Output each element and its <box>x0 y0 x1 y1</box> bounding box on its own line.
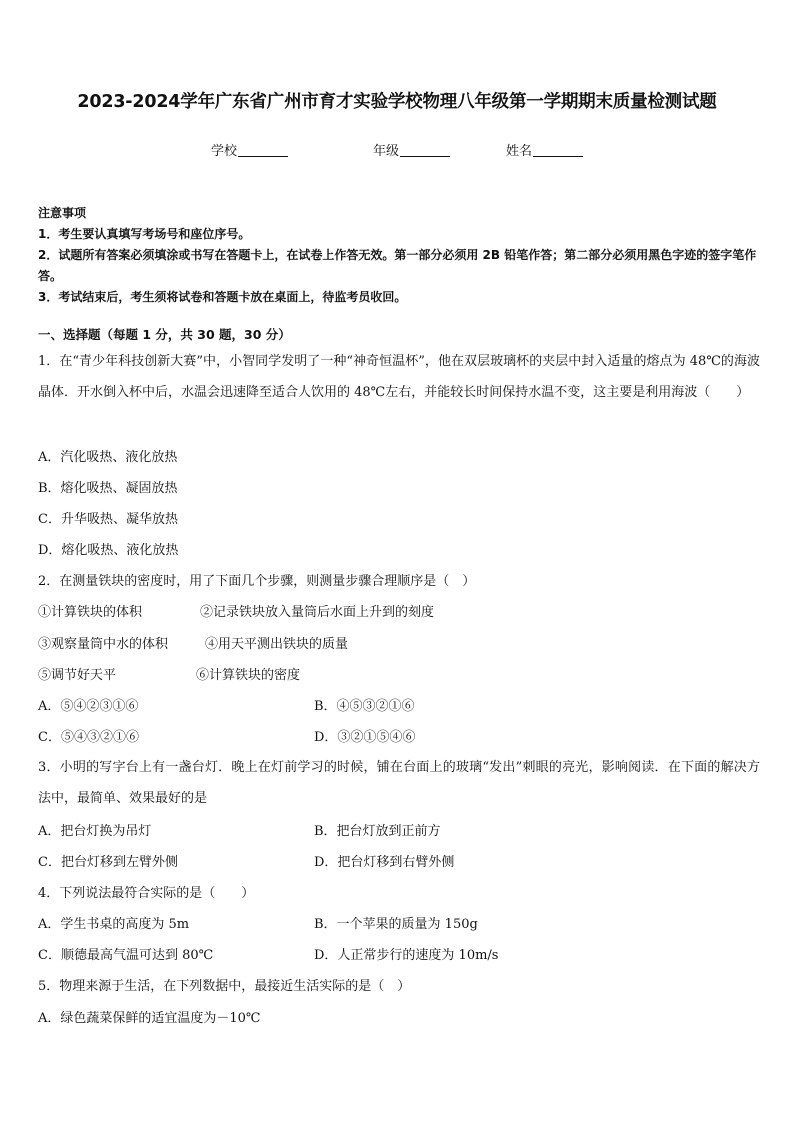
question-1-option-d: D．熔化吸热、液化放热 <box>38 543 179 558</box>
grade-label: 年级 <box>373 144 400 159</box>
name-blank <box>533 144 583 157</box>
question-1-option-b: B．熔化吸热、凝固放热 <box>38 481 178 496</box>
question-2-option-d: D．③②①⑤④⑥ <box>314 730 416 745</box>
question-2-step-1: ①计算铁块的体积 <box>38 605 143 620</box>
section-heading: 一、选择题（每题 1 分，共 30 题，30 分） <box>38 327 291 342</box>
question-5-option-a: A．绿色蔬菜保鲜的适宜温度为－10℃ <box>38 1011 261 1026</box>
question-2-step-6: ⑥计算铁块的密度 <box>196 668 301 683</box>
question-4-option-a: A．学生书桌的高度为 5m <box>38 917 190 932</box>
question-3-option-b: B．把台灯放到正前方 <box>314 824 441 839</box>
question-2-option-b: B．④⑤③②①⑥ <box>314 699 415 714</box>
question-3-option-d: D．把台灯移到右臂外侧 <box>314 855 455 870</box>
question-2-stem: 2．在测量铁块的密度时，用了下面几个步骤，则测量步骤合理顺序是（ ） <box>38 574 476 589</box>
question-2-option-a: A．⑤④②③①⑥ <box>38 699 139 714</box>
exam-title: 2023-2024学年广东省广州市育才实验学校物理八年级第一学期期末质量检测试题 <box>77 92 717 112</box>
question-2-step-3: ③观察量筒中水的体积 <box>38 637 169 652</box>
question-2-option-c: C．⑤④③②①⑥ <box>38 730 139 745</box>
question-3-stem: 3．小明的写字台上有一盏台灯．晚上在灯前学习的时候，铺在台面上的玻璃“发出”刺眼的亮光，影响阅读．在下面的解决方法中，最简单、效果最好的是 <box>38 760 760 806</box>
question-1-option-c: C．升华吸热、凝华放热 <box>38 512 178 527</box>
question-1-stem: 1．在“青少年科技创新大赛”中，小智同学发明了一种“神奇恒温杯”，他在双层玻璃杯的夹层中封入适量的熔点为 48℃的海波晶体．开水倒入杯中后，水温会迅速降至适合人饮用的 48℃左右，并能较长时间保持水温不变，这主要是利用海波（ ） <box>38 354 760 400</box>
school-label: 学校 <box>211 144 238 159</box>
question-1-option-a: A．汽化吸热、液化放热 <box>38 450 178 465</box>
school-field <box>211 140 288 159</box>
notice-item: 3．考试结束后，考生须将试卷和答题卡放在桌面上，待监考员收回。 <box>38 290 407 304</box>
question-3-option-c: C．把台灯移到左臂外侧 <box>38 855 178 870</box>
name-field <box>506 140 583 159</box>
question-2-step-2: ②记录铁块放入量筒后水面上升到的刻度 <box>200 605 435 620</box>
notice-block <box>38 203 760 308</box>
question-4-stem: 4．下列说法最符合实际的是（ ） <box>38 886 255 901</box>
name-label: 姓名 <box>506 144 533 159</box>
grade-blank <box>400 144 450 157</box>
notice-item: 1．考生要认真填写考场号和座位序号。 <box>38 227 251 241</box>
question-2-step-5: ⑤调节好天平 <box>38 668 117 683</box>
grade-field <box>373 140 450 159</box>
notice-heading: 注意事项 <box>38 206 87 220</box>
question-4-option-b: B．一个苹果的质量为 150g <box>314 917 478 932</box>
school-blank <box>238 144 288 157</box>
question-4-option-c: C．顺德最高气温可达到 80℃ <box>38 948 214 963</box>
question-4-option-d: D．人正常步行的速度为 10m/s <box>314 948 499 963</box>
question-3-option-a: A．把台灯换为吊灯 <box>38 824 152 839</box>
notice-item: 2．试题所有答案必须填涂或书写在答题卡上，在试卷上作答无效。第一部分必须用 2B 铅笔作答；第二部分必须用黑色字迹的签字笔作答。 <box>38 248 757 283</box>
question-2-step-4: ④用天平测出铁块的质量 <box>205 637 349 652</box>
question-5-stem: 5．物理来源于生活，在下列数据中，最接近生活实际的是（ ） <box>38 979 411 994</box>
